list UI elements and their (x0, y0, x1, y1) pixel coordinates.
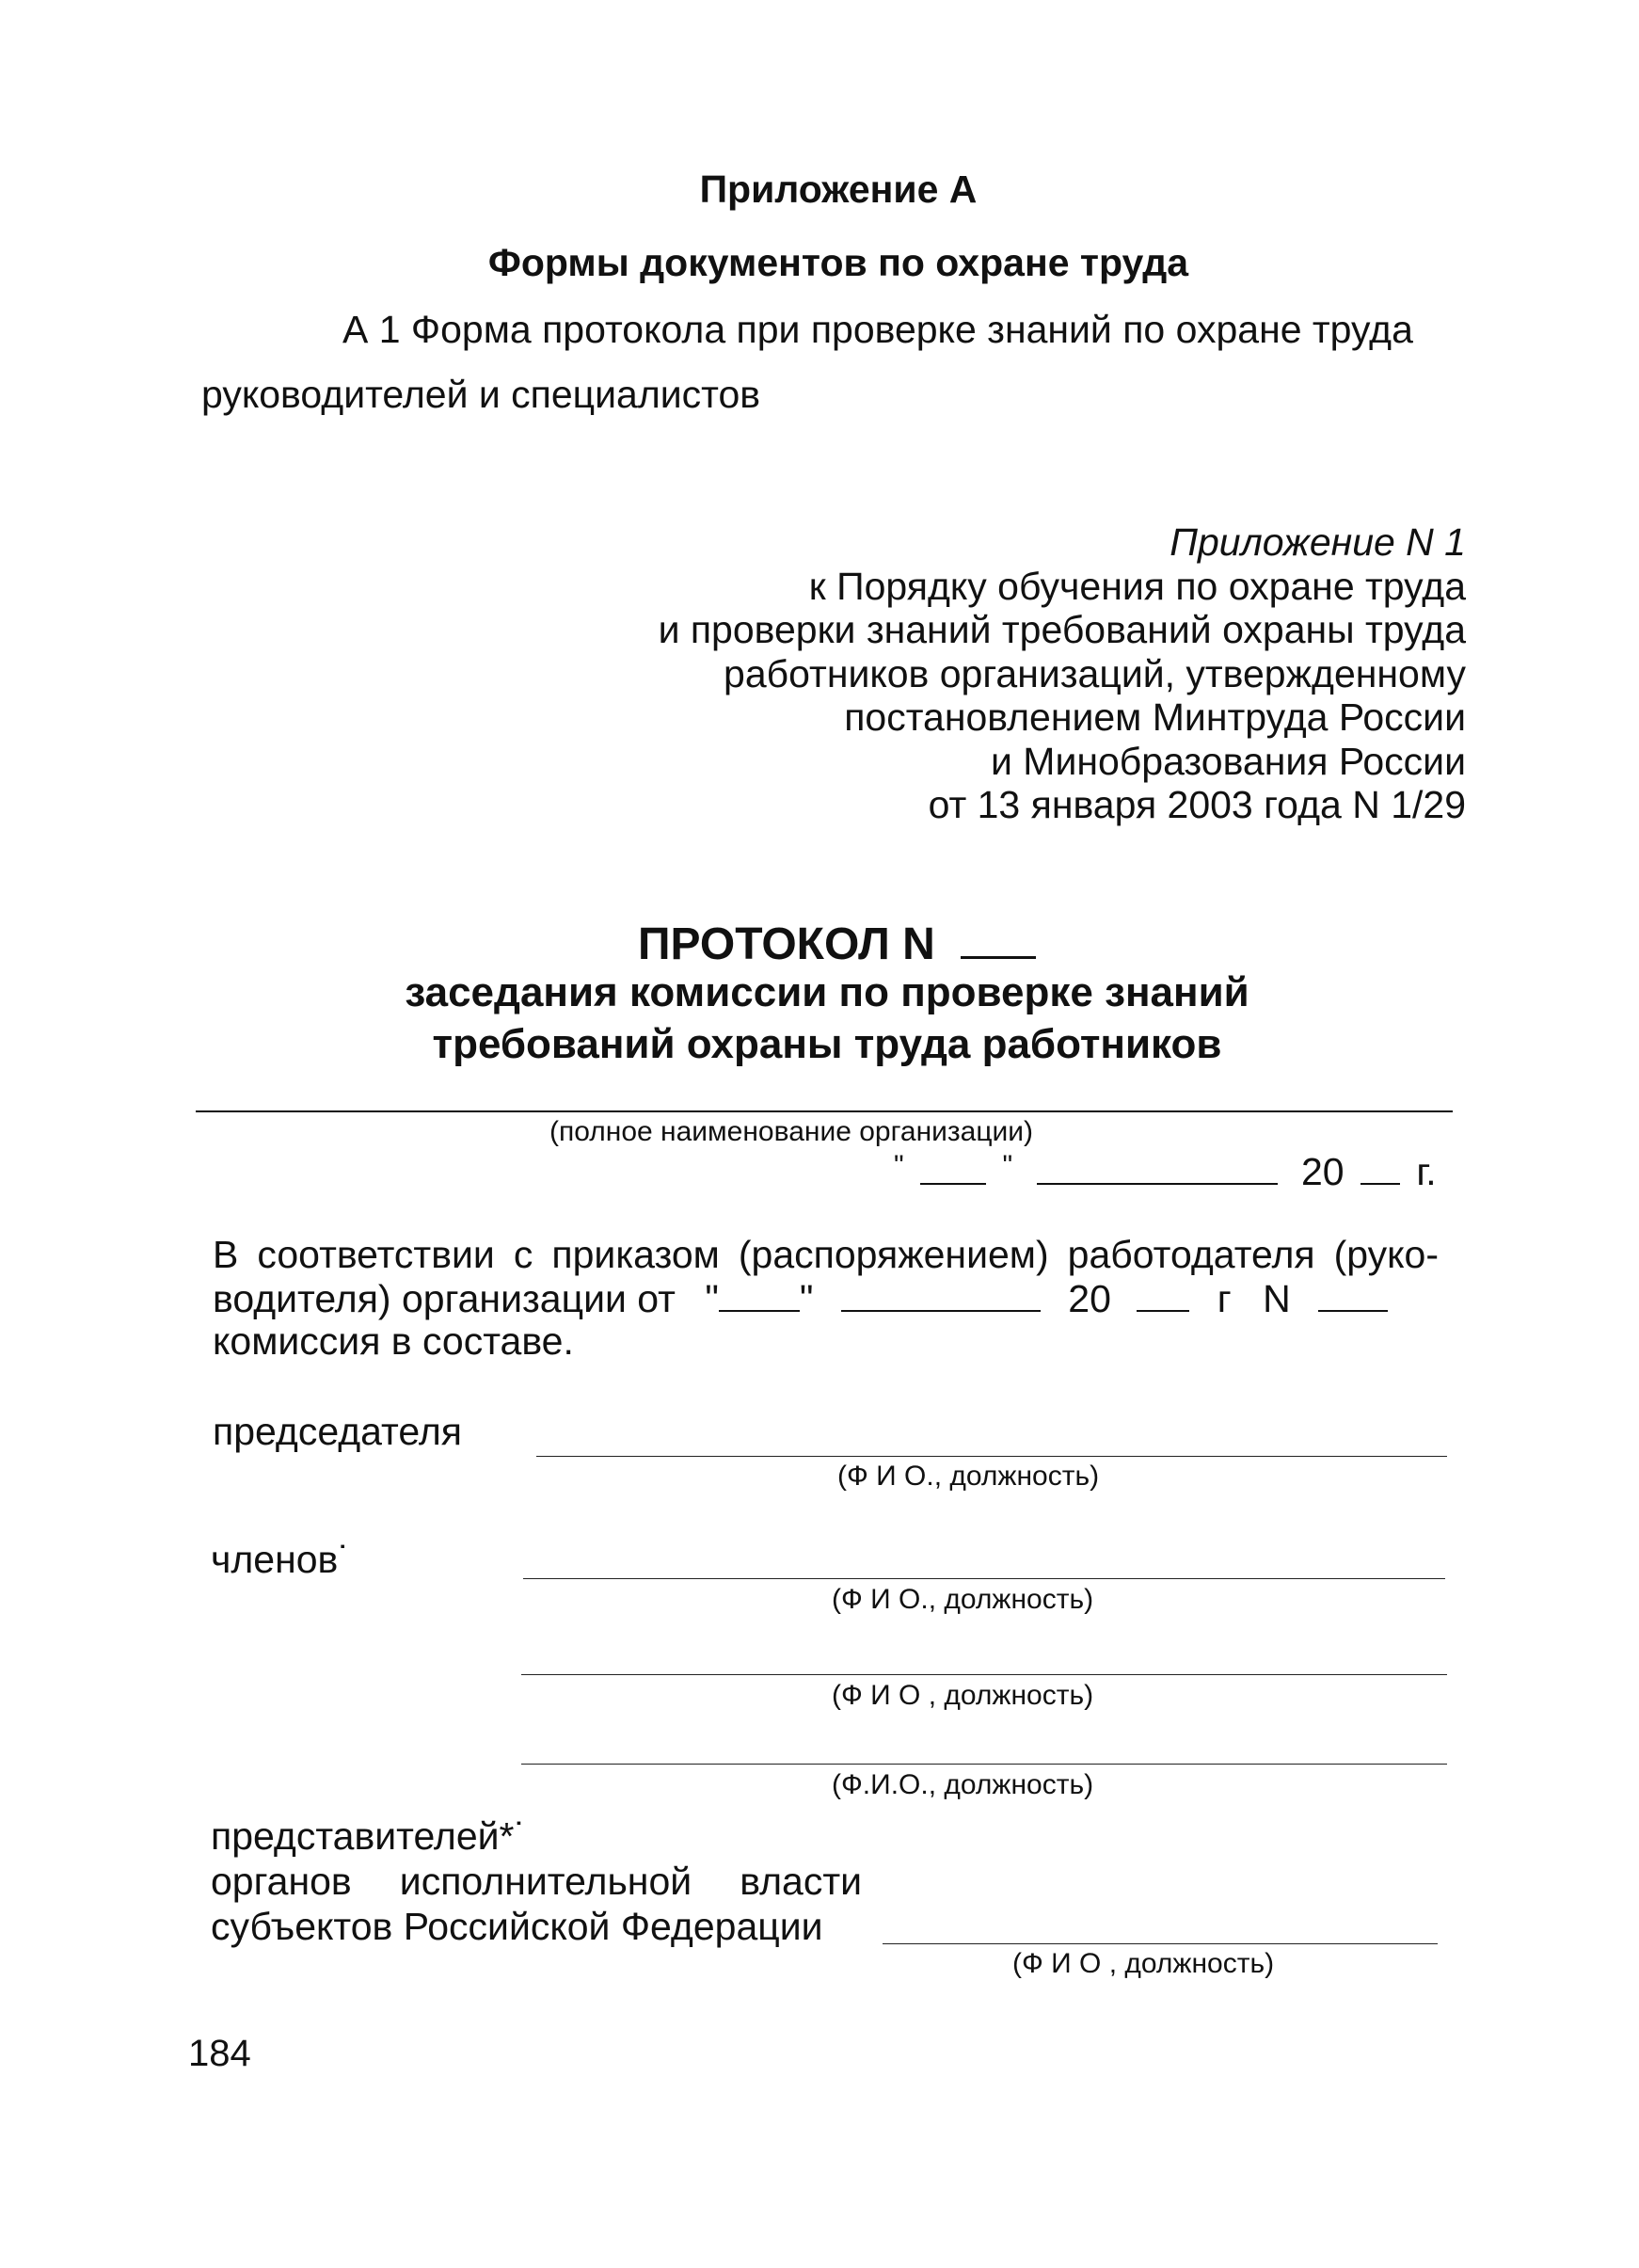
order-day-blank[interactable] (719, 1280, 800, 1312)
forms-title: Формы документов по охране труда (487, 241, 1189, 284)
representative-line[interactable] (883, 1943, 1438, 1944)
order-paragraph-line-2 (213, 1277, 1388, 1321)
date-year-blank[interactable] (1361, 1153, 1400, 1185)
representatives-line-3: субъектов Российской Федерации (211, 1905, 823, 1948)
annex-line: от 13 января 2003 года N 1/29 (928, 783, 1466, 826)
annex-line: к Порядку обучения по охране труда (808, 564, 1466, 608)
date-year-prefix: 20 (1300, 1150, 1345, 1193)
annex-line: и проверки знаний требований охраны труда (658, 608, 1466, 651)
member-caption: (Ф И О., должность) (832, 1584, 1094, 1615)
subsection-line-2: руководителей и специалистов (201, 373, 761, 416)
order-paragraph-line-3: комиссия в составе. (213, 1319, 574, 1363)
order-number-blank[interactable] (1318, 1280, 1388, 1312)
member-caption: (Ф.И.О., должность) (832, 1769, 1094, 1800)
representatives-line-2: органов исполнительной власти (211, 1860, 862, 1903)
chairman-caption: (Ф И О., должность) (837, 1461, 1100, 1492)
representative-caption: (Ф И О , должность) (1012, 1948, 1275, 1979)
page-number: 184 (188, 2033, 251, 2074)
members-label: членов˙ (211, 1538, 351, 1581)
date-quote-open: " (894, 1150, 904, 1181)
member-line[interactable] (521, 1764, 1447, 1765)
member-line[interactable] (523, 1578, 1445, 1579)
appendix-title: Приложение А (699, 168, 978, 211)
annex-title: Приложение N 1 (1170, 520, 1466, 564)
date-month-blank[interactable] (1037, 1153, 1278, 1185)
subsection-line-1: А 1 Форма протокола при проверке знаний по охране труда (342, 308, 1413, 351)
date-year-suffix: г. (1416, 1150, 1437, 1193)
order-line2-text: водителя) организации от (213, 1277, 676, 1320)
order-g: г (1217, 1277, 1232, 1320)
protocol-subtitle-line-2: требований охраны труда работников (432, 1021, 1222, 1067)
order-n: N (1263, 1277, 1291, 1320)
order-quote-close: " (799, 1277, 814, 1320)
organization-name-caption: (полное наименование организации) (549, 1116, 1034, 1147)
date-day-blank[interactable] (920, 1153, 986, 1185)
annex-line: постановлением Минтруда России (844, 695, 1466, 739)
protocol-title-text: ПРОТОКОЛ N (638, 919, 935, 969)
order-year-blank[interactable] (1137, 1280, 1189, 1312)
date-quote-close: " (1002, 1150, 1013, 1181)
annex-line: работников организаций, утвержденному (724, 651, 1466, 695)
protocol-number-blank[interactable] (961, 924, 1036, 959)
member-caption: (Ф И О , должность) (832, 1680, 1094, 1711)
chairman-line[interactable] (536, 1456, 1447, 1457)
order-paragraph-line-1: В соответствии с приказом (распоряжением) работодателя (руко- (213, 1233, 1439, 1276)
representatives-label: представителей*˙ (211, 1814, 528, 1858)
protocol-subtitle-line-1: заседания комиссии по проверке знаний (405, 969, 1249, 1015)
order-month-blank[interactable] (841, 1280, 1041, 1312)
organization-name-line[interactable] (196, 1110, 1453, 1112)
annex-block (659, 520, 1466, 827)
chairman-label: председателя (213, 1410, 462, 1453)
order-quote-open: " (705, 1277, 719, 1320)
member-line[interactable] (521, 1674, 1447, 1675)
order-year: 20 (1068, 1277, 1111, 1320)
annex-line: и Минобразования России (991, 739, 1466, 783)
date-line (894, 1150, 1437, 1194)
protocol-title (638, 918, 1036, 970)
